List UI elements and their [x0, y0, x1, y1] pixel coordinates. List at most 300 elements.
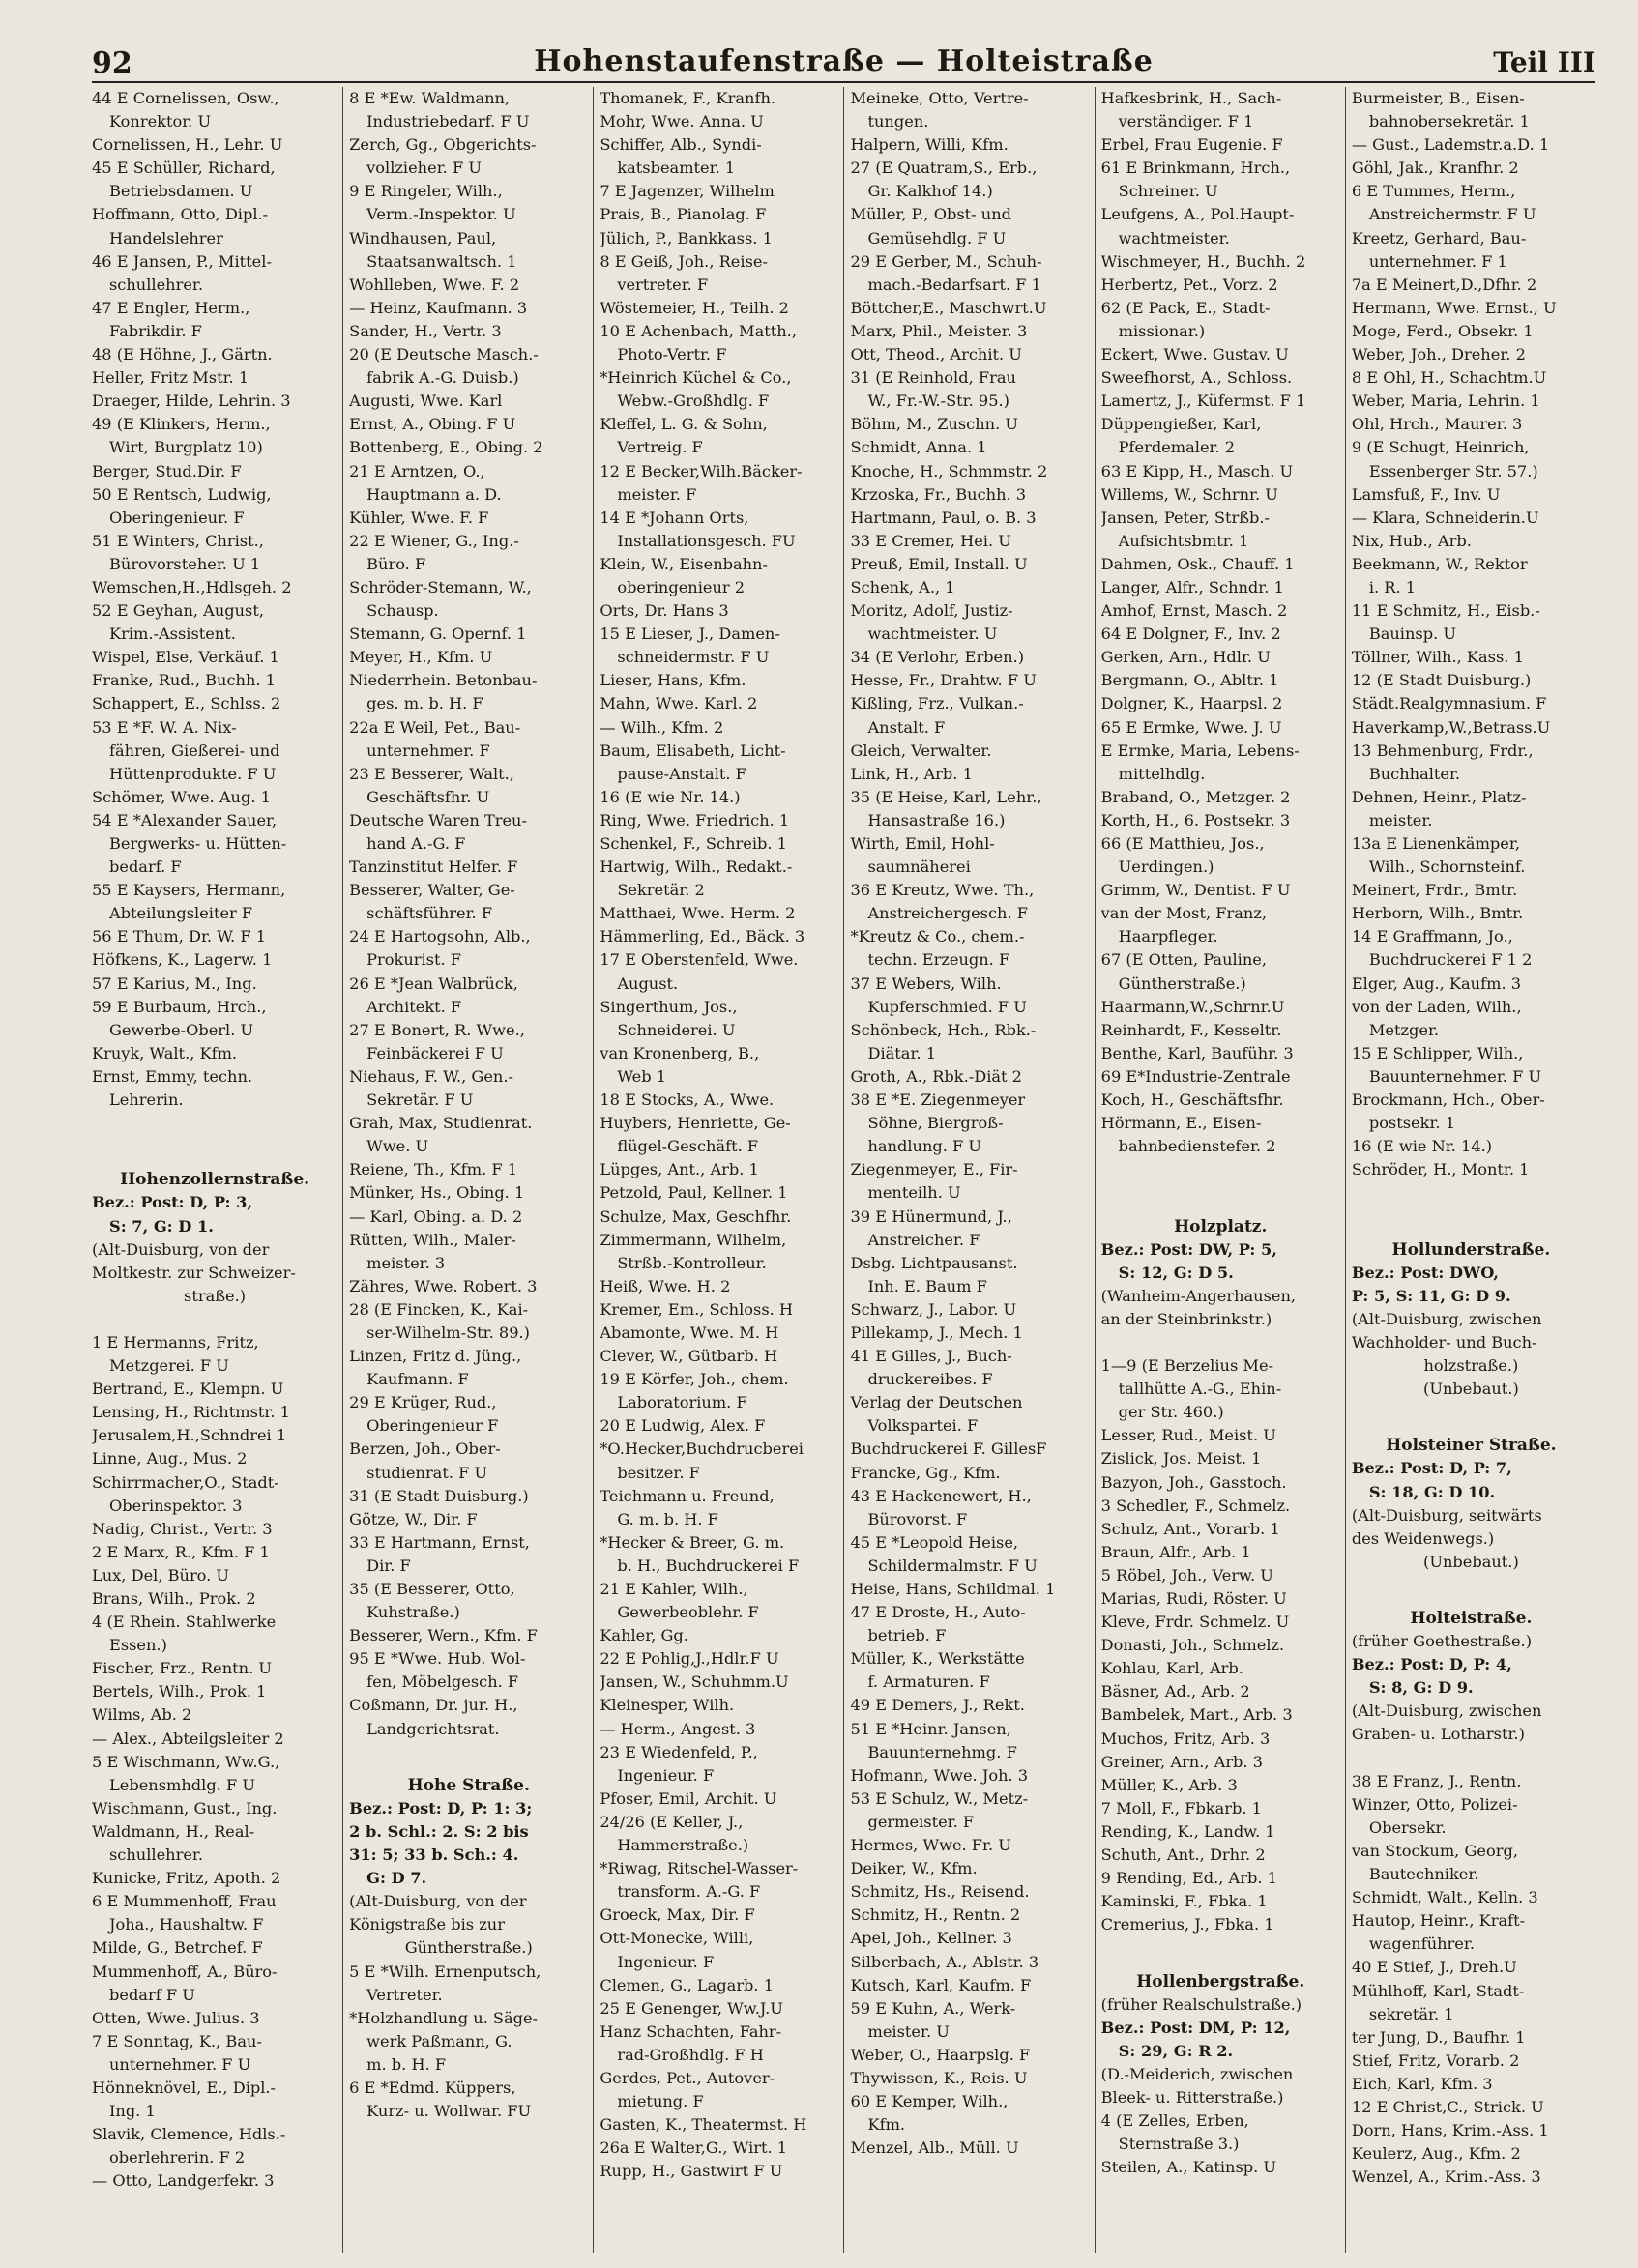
entry-line: (Alt-Duisburg, von der [92, 1239, 270, 1259]
spacer [1101, 1331, 1340, 1354]
entry-line: Städt.Realgymnasium. F [1351, 694, 1547, 713]
entry-line: Metzger. [1368, 1020, 1440, 1039]
part-label: Teil III [1493, 46, 1595, 78]
entry-line: verständiger. F 1 [1118, 112, 1254, 131]
entry-line: tungen. [867, 112, 929, 131]
entry-line: G: D 7. [366, 1869, 427, 1888]
entry-line: Lux, Del, Büro. U [92, 1565, 230, 1585]
entry-line: Tanzinstitut Helfer. F [349, 858, 518, 877]
entry-line: — Karl, Obing. a. D. 2 [349, 1207, 523, 1226]
entry-line: Zimmermann, Wilhelm, [600, 1230, 787, 1249]
entry-line: Schneiderei. U [617, 1020, 736, 1039]
entry-line: Söhne, Biergroß- [867, 1114, 1004, 1133]
entry-line: Wenzel, A., Krim.-Ass. 3 [1351, 2167, 1541, 2187]
entry-line: Herbertz, Pet., Vorz. 2 [1100, 275, 1278, 294]
entry-line: Krim.-Assistent. [109, 625, 236, 644]
entry-line: (Unbebaut.) [1423, 1380, 1519, 1399]
entry-line: Niehaus, F. W., Gen.- [349, 1066, 513, 1086]
entry-line: germeister. F [867, 1812, 975, 1831]
entry-line: 26a E Walter,G., Wirt. 1 [600, 2138, 788, 2158]
entry-line: Berger, Stud.Dir. F [92, 461, 242, 480]
entry-line: Eich, Karl, Kfm. 3 [1351, 2074, 1493, 2093]
entry-line: Baum, Elisabeth, Licht- [600, 741, 786, 760]
entry-line: Schwarz, J., Labor. U [850, 1299, 1017, 1319]
entry-line: schullehrer. [109, 1846, 204, 1865]
entry-line: Schappert, E., Schlss. 2 [92, 694, 281, 713]
entry-line: Grimm, W., Dentist. F U [1100, 881, 1291, 900]
entry-line: Wemschen,H.,Hdlsgeh. 2 [92, 577, 292, 596]
entry-line: Haarmann,W.,Schrnr.U [1100, 997, 1285, 1016]
entry-line: Düppengießer, Karl, [1100, 415, 1262, 434]
entry-line: 31 (E Reinhold, Frau [850, 368, 1016, 388]
entry-line: Milde, G., Betrchef. F [92, 1938, 263, 1958]
entry-line: Schenkel, F., Schreib. 1 [600, 834, 787, 853]
entry-line: 46 E Jansen, P., Mittel- [92, 251, 272, 271]
entry-line: meister. [1368, 810, 1433, 829]
entry-line: oberingenieur 2 [617, 577, 746, 596]
entry-line: Schausp. [366, 601, 439, 621]
entry-line: Ingenieur. F [617, 1765, 715, 1785]
entry-line: 10 E Achenbach, Matth., [600, 321, 797, 340]
entry-line: 22 E Pohlig,J.,Hdlr.F U [600, 1649, 779, 1669]
entry-line: Haarpfleger. [1118, 927, 1218, 946]
entry-line: Wischmeyer, H., Buchh. 2 [1100, 251, 1306, 271]
entry-line: Kaufmann. F [366, 1370, 469, 1389]
entry-line: Münker, Hs., Obing. 1 [349, 1183, 525, 1203]
entry-line: 18 E Stocks, A., Wwe. [600, 1090, 775, 1110]
entry-line: Keulerz, Aug., Kfm. 2 [1351, 2144, 1521, 2164]
entry-line: Dorn, Hans, Krim.-Ass. 1 [1351, 2121, 1549, 2140]
entry-line: Amhof, Ernst, Masch. 2 [1100, 601, 1288, 621]
entry-line: 39 E Hünermund, J., [850, 1207, 1012, 1226]
entry-line: schäftsführer. F [366, 904, 493, 923]
entry-line: 47 E Engler, Herm., [92, 298, 250, 317]
entry-line: vollzieher. F U [366, 159, 482, 178]
spacer [1352, 1401, 1591, 1424]
entry-line: hand A.-G. F [366, 834, 466, 853]
entry-line: 14 E *Johann Orts, [600, 508, 749, 527]
entry-line: Huybers, Henriette, Ge- [600, 1114, 791, 1133]
entry-line: Petzold, Paul, Kellner. 1 [600, 1183, 788, 1203]
entry-line: — Otto, Landgerfekr. 3 [92, 2171, 275, 2191]
entry-line: 20 (E Deutsche Masch.- [349, 345, 539, 364]
entry-line: Herborn, Wilh., Bmtr. [1351, 904, 1524, 923]
entry-line: Orts, Dr. Hans 3 [600, 601, 729, 621]
entry-line: Götze, W., Dir. F [349, 1509, 478, 1528]
entry-line: Kutsch, Karl, Kaufm. F [850, 1975, 1032, 1994]
entry-line: Thomanek, F., Kranfh. [600, 89, 776, 107]
entry-line: Gewerbe-Oberl. U [109, 1020, 254, 1039]
entry-line: 13 Behmenburg, Frdr., [1351, 741, 1534, 760]
entry-line: 64 E Dolgner, F., Inv. 2 [1100, 625, 1281, 644]
entry-line: Buchhalter. [1368, 764, 1461, 783]
entry-line: Hauptmann a. D. [366, 484, 502, 504]
entry-line: Pferdemaler. 2 [1118, 438, 1236, 457]
entry-line: Berzen, Joh., Ober- [349, 1439, 501, 1459]
entry-line: Haverkamp,W.,Betrass.U [1351, 717, 1551, 737]
entry-line: Anstreichermstr. F U [1368, 205, 1536, 224]
entry-line: Deiker, W., Kfm. [850, 1859, 978, 1878]
entry-line: Konrektor. U [109, 112, 212, 131]
entry-line: 15 E Schlipper, Wilh., [1351, 1043, 1524, 1062]
entry-line: Nix, Hub., Arb. [1351, 531, 1472, 550]
entry-line: 11 E Schmitz, H., Eisb.- [1351, 601, 1540, 621]
entry-line: *Holzhandlung u. Säge- [349, 2008, 539, 2027]
entry-line: 33 E Cremer, Hei. U [850, 531, 1011, 550]
entry-line: Fabrikdir. F [109, 321, 202, 340]
entry-line: Laboratorium. F [617, 1393, 747, 1412]
entry-line: Essen.) [109, 1636, 167, 1655]
entry-line: 19 E Körfer, Joh., chem. [600, 1370, 789, 1389]
entry-line: *Riwag, Ritschel-Wasser- [600, 1859, 799, 1878]
entry-line: (Alt-Duisburg, von der [349, 1892, 527, 1911]
entry-line: Ingenieur. F [617, 1952, 715, 1971]
entry-line: 50 E Rentsch, Ludwig, [92, 484, 272, 504]
entry-line: Bambelek, Mart., Arb. 3 [1100, 1705, 1293, 1725]
entry-line: Eckert, Wwe. Gustav. U [1100, 345, 1289, 364]
entry-line: werk Paßmann, G. [366, 2031, 512, 2050]
entry-line: Feinbäckerei F U [366, 1043, 504, 1062]
entry-line: Dehnen, Heinr., Platz- [1351, 787, 1527, 806]
entry-line: 24 E Hartogsohn, Alb., [349, 927, 531, 946]
entry-line: — Wilh., Kfm. 2 [600, 717, 724, 737]
entry-line: 27 E Bonert, R. Wwe., [349, 1020, 525, 1039]
entry-line: 52 E Geyhan, August, [92, 601, 265, 621]
entry-line: Marias, Rudi, Röster. U [1100, 1589, 1287, 1608]
entry-line: Wohlleben, Wwe. F. 2 [349, 275, 520, 294]
entry-line: 36 E Kreutz, Wwe. Th., [850, 881, 1035, 900]
entry-line: (Wanheim-Angerhausen, [1100, 1286, 1297, 1305]
entry-line: Schenk, A., 1 [850, 577, 955, 596]
entry-line: 15 E Lieser, J., Damen- [600, 625, 780, 644]
entry-line: Anstalt. F [867, 717, 946, 737]
entry-line: Hafkesbrink, H., Sach- [1100, 89, 1282, 107]
entry-line: Weber, O., Haarpslg. F [850, 2045, 1031, 2064]
entry-line: Nadig, Christ., Vertr. 3 [92, 1519, 273, 1538]
entry-line: Stief, Fritz, Vorarb. 2 [1351, 2050, 1520, 2070]
entry-line: bahnbedienstefer. 2 [1118, 1137, 1276, 1156]
entry-line: 54 E *Alexander Sauer, [92, 810, 278, 829]
spacer [1352, 1574, 1591, 1597]
entry-line: Schulze, Max, Geschfhr. [600, 1207, 792, 1226]
entry-line: Schiffer, Alb., Syndi- [600, 135, 762, 155]
entry-line: Mühlhoff, Karl, Stadt- [1351, 1981, 1525, 2000]
entry-line: Sweefhorst, A., Schloss. [1100, 368, 1293, 388]
entry-line: Bergwerks- u. Hütten- [109, 834, 287, 853]
entry-line: Willems, W., Schrnr. U [1100, 484, 1278, 504]
entry-line: 1—9 (E Berzelius Me- [1100, 1356, 1274, 1376]
entry-line: 1 E Hermanns, Fritz, [92, 1332, 259, 1352]
entry-line: oberlehrerin. F 2 [109, 2148, 246, 2167]
entry-line: Marx, Phil., Meister. 3 [850, 321, 1028, 340]
entry-line: wachtmeister. U [867, 625, 998, 644]
entry-line: Hansastraße 16.) [867, 810, 1006, 829]
entry-line: Lebensmhdlg. F U [109, 1775, 255, 1794]
entry-line: Heller, Fritz Mstr. 1 [92, 368, 249, 388]
entry-line: Hämmerling, Ed., Bäck. 3 [600, 927, 805, 946]
street-heading: Holsteiner Straße. [1386, 1436, 1557, 1456]
entry-line: 3 Schedler, F., Schmelz. [1100, 1496, 1291, 1515]
entry-line: Schönbeck, Hch., Rbk.- [850, 1020, 1037, 1039]
entry-line: 13a E Lienenkämper, [1351, 834, 1520, 853]
entry-line: Handelslehrer [109, 228, 223, 247]
entry-line: ser-Wilhelm-Str. 89.) [366, 1323, 530, 1342]
entry-line: betrieb. F [867, 1626, 947, 1645]
entry-line: 8 E Geiß, Joh., Reise- [600, 251, 768, 271]
entry-line: 37 E Webers, Wilh. [850, 974, 1002, 993]
entry-line: Schmidt, Anna. 1 [850, 438, 987, 457]
entry-line: schneidermstr. F U [617, 648, 770, 667]
entry-line: 5 E *Wilh. Ernenputsch, [349, 1962, 541, 1981]
entry-line: 57 E Karius, M., Ing. [92, 974, 257, 993]
entry-line: techn. Erzeugn. F [867, 950, 1010, 970]
entry-line: Lieser, Hans, Kfm. [600, 671, 746, 690]
entry-line: (Unbebaut.) [1423, 1552, 1519, 1571]
entry-line: Heise, Hans, Schildmal. 1 [850, 1580, 1056, 1598]
entry-line: 7 E Jagenzer, Wilhelm [600, 182, 775, 201]
entry-line: 45 E *Leopold Heise, [850, 1532, 1019, 1552]
entry-line: Pillekamp, J., Mech. 1 [850, 1323, 1023, 1342]
entry-line: Wirth, Emil, Hohl- [850, 834, 995, 853]
entry-line: missionar.) [1118, 321, 1206, 340]
entry-line: Linzen, Fritz d. Jüng., [349, 1347, 522, 1366]
entry-line: Windhausen, Paul, [349, 228, 497, 247]
entry-line: 12 E Becker,Wilh.Bäcker- [600, 461, 803, 480]
entry-line: Ernst, Emmy, techn. [92, 1066, 253, 1086]
entry-line: 16 (E wie Nr. 14.) [1351, 1137, 1493, 1156]
entry-line: Landgerichtsrat. [366, 1719, 500, 1738]
entry-line: Mohr, Wwe. Anna. U [600, 112, 764, 131]
entry-line: Winzer, Otto, Polizei- [1351, 1794, 1518, 1814]
entry-line: Webw.-Großhdlg. F [617, 392, 770, 411]
entry-line: 21 E Arntzen, O., [349, 461, 485, 480]
entry-line: — Herm., Angest. 3 [600, 1719, 756, 1738]
entry-line: 62 (E Pack, E., Stadt- [1100, 298, 1271, 317]
entry-line: b. H., Buchdruckerei F [617, 1556, 800, 1575]
entry-line: ter Jung, D., Baufhr. 1 [1351, 2027, 1526, 2047]
entry-line: Erbel, Frau Eugenie. F [1100, 135, 1283, 155]
spacer [1352, 1747, 1591, 1770]
entry-line: meister. 3 [366, 1253, 446, 1272]
column-3 [593, 87, 843, 2253]
entry-line: 8 E Ohl, H., Schachtm.U [1351, 368, 1547, 388]
entry-line: van Kronenberg, B., [600, 1043, 760, 1062]
entry-line: Müller, P., Obst- und [850, 205, 1011, 224]
column-4 [843, 87, 1094, 2253]
entry-line: Hartmann, Paul, o. B. 3 [850, 508, 1037, 527]
entry-line: postsekr. 1 [1368, 1114, 1455, 1133]
entry-line: 24/26 (E Keller, J., [600, 1812, 744, 1831]
entry-line: Böhm, M., Zuschn. U [850, 415, 1019, 434]
entry-line: — Gust., Lademstr.a.D. 1 [1351, 135, 1550, 155]
entry-line: Ing. 1 [109, 2102, 156, 2121]
entry-line: 60 E Kemper, Wilh., [850, 2092, 1009, 2111]
entry-line: Wwe. U [366, 1137, 429, 1156]
entry-line: Inh. E. Baum F [867, 1276, 987, 1295]
entry-line: Joha., Haushaltw. F [109, 1915, 264, 1934]
entry-line: Link, H., Arb. 1 [850, 764, 973, 783]
entry-line: 38 E *E. Ziegenmeyer [850, 1090, 1026, 1110]
entry-line: besitzer. F [617, 1463, 700, 1482]
entry-line: 41 E Gilles, J., Buch- [850, 1347, 1012, 1366]
entry-line: bedarf. F [109, 858, 182, 877]
entry-line: Fischer, Frz., Rentn. U [92, 1659, 273, 1678]
entry-line: fabrik A.-G. Duisb.) [366, 368, 519, 388]
entry-line: Bergmann, O., Abltr. 1 [1100, 671, 1279, 690]
entry-line: Volkspartei. F [867, 1416, 979, 1436]
entry-line: Bez.: Post: D, P: 3, [92, 1193, 252, 1212]
entry-line: — Alex., Abteilgsleiter 2 [92, 1729, 284, 1748]
entry-line: 55 E Kaysers, Hermann, [92, 881, 286, 900]
entry-line: wachtmeister. [1118, 228, 1230, 247]
entry-line: Jerusalem,H.,Schndrei 1 [92, 1426, 287, 1445]
entry-line: 65 E Ermke, Wwe. J. U [1100, 717, 1282, 737]
column-6 [1345, 87, 1595, 2253]
entry-line: Kremer, Em., Schloss. H [600, 1299, 794, 1319]
entry-line: 9 Rending, Ed., Arb. 1 [1100, 1869, 1277, 1888]
entry-line: Ziegenmeyer, E., Fir- [850, 1160, 1018, 1179]
spacer [1101, 1181, 1340, 1205]
entry-line: Brans, Wilh., Prok. 2 [92, 1589, 256, 1608]
entry-line: Meineke, Otto, Vertre- [850, 89, 1029, 107]
entry-line: Francke, Gg., Kfm. [850, 1463, 1001, 1482]
entry-line: Draeger, Hilde, Lehrin. 3 [92, 392, 291, 411]
entry-line: Installationsgesch. FU [617, 531, 796, 550]
entry-line: Müller, K., Werkstätte [850, 1649, 1025, 1669]
entry-line: *Kreutz & Co., chem.- [850, 927, 1025, 946]
entry-line: (früher Goethestraße.) [1351, 1632, 1533, 1651]
entry-line: 14 E Graffmann, Jo., [1351, 927, 1513, 946]
entry-line: Apel, Joh., Kellner. 3 [850, 1929, 1012, 1948]
entry-line: unternehmer. F [366, 741, 490, 760]
entry-line: Korth, H., 6. Postsekr. 3 [1100, 810, 1291, 829]
entry-line: 38 E Franz, J., Rentn. [1351, 1771, 1522, 1790]
entry-line: Schulz, Ant., Vorarb. 1 [1100, 1519, 1280, 1538]
entry-line: Kfm. [867, 2115, 906, 2135]
entry-line: Leufgens, A., Pol.Haupt- [1100, 205, 1295, 224]
entry-line: Preuß, Emil, Install. U [850, 554, 1028, 573]
entry-line: unternehmer. F U [109, 2054, 251, 2074]
entry-line: Oberingenieur. F [109, 508, 245, 527]
entry-line: Halpern, Willi, Kfm. [850, 135, 1009, 155]
entry-line: Koch, H., Geschäftsfhr. [1100, 1090, 1284, 1110]
entry-line: Schmitz, H., Rentn. 2 [850, 1905, 1021, 1925]
entry-line: mietung. F [617, 2092, 704, 2111]
entry-line: Muchos, Fritz, Arb. 3 [1100, 1729, 1271, 1748]
entry-line: 31 (E Stadt Duisburg.) [349, 1486, 529, 1505]
entry-line: 7 E Sonntag, K., Bau- [92, 2031, 262, 2050]
entry-line: Web 1 [617, 1066, 667, 1086]
entry-line: Bez.: Post: D, P: 4, [1351, 1655, 1512, 1674]
entry-line: Ohl, Hrch., Maurer. 3 [1351, 415, 1523, 434]
entry-line: S: 7, G: D 1. [109, 1216, 214, 1236]
entry-line: Krzoska, Fr., Buchh. 3 [850, 484, 1027, 504]
entry-line: Kaminski, F., Fbka. 1 [1100, 1892, 1268, 1911]
entry-line: Teichmann u. Freund, [600, 1486, 775, 1505]
street-heading: Holteistraße. [1410, 1609, 1533, 1628]
entry-line: Weber, Joh., Dreher. 2 [1351, 345, 1526, 364]
entry-line: an der Steinbrinkstr.) [1100, 1309, 1272, 1328]
entry-line: 6 E *Edmd. Küppers, [349, 2078, 516, 2097]
entry-line: S: 29, G: R 2. [1118, 2041, 1234, 2060]
entry-line: ger Str. 460.) [1118, 1403, 1224, 1422]
entry-line: Greiner, Arn., Arb. 3 [1100, 1752, 1264, 1771]
entry-line: Meinert, Frdr., Bmtr. [1351, 881, 1518, 900]
entry-line: 40 E Stief, J., Dreh.U [1351, 1958, 1517, 1977]
entry-line: Geschäftsfhr. U [366, 787, 490, 806]
entry-line: Thywissen, K., Reis. U [850, 2068, 1028, 2087]
entry-line: Slavik, Clemence, Hdls.- [92, 2125, 286, 2144]
entry-line: Bauunternehmer. F U [1368, 1066, 1542, 1086]
entry-line: 9 E Ringeler, Wilh., [349, 182, 503, 201]
entry-line: Silberbach, A., Ablstr. 3 [850, 1952, 1039, 1971]
entry-line: Kleinesper, Wilh. [600, 1696, 735, 1715]
entry-line: Bez.: Post: D, P: 7, [1351, 1459, 1512, 1478]
entry-line: Müller, K., Arb. 3 [1100, 1775, 1238, 1794]
entry-line: Gerken, Arn., Hdlr. U [1100, 648, 1271, 667]
entry-line: 17 E Oberstenfeld, Wwe. [600, 950, 799, 970]
entry-line: van Stockum, Georg, [1351, 1841, 1518, 1860]
spacer [1101, 1158, 1340, 1181]
entry-line: *O.Hecker,Buchdrucberei [600, 1439, 804, 1459]
entry-line: Pfoser, Emil, Archit. U [600, 1788, 777, 1808]
entry-line: Hesse, Fr., Drahtw. F U [850, 671, 1037, 690]
entry-line: Dir. F [366, 1556, 411, 1575]
entry-line: Vertreter. [366, 1985, 443, 2004]
entry-line: mach.-Bedarfsart. F 1 [867, 275, 1041, 294]
entry-line: Grah, Max, Studienrat. [349, 1114, 533, 1133]
entry-line: Besserer, Wern., Kfm. F [349, 1626, 538, 1645]
entry-line: flügel-Geschäft. F [617, 1137, 759, 1156]
entry-line: Bottenberg, E., Obing. 2 [349, 438, 543, 457]
entry-line: Dahmen, Osk., Chauff. 1 [1100, 554, 1295, 573]
entry-line: (D.-Meiderich, zwischen [1100, 2064, 1294, 2083]
entry-line: 9 (E Schugt, Heinrich, [1351, 438, 1530, 457]
entry-line: Kurz- u. Wollwar. FU [366, 2102, 532, 2121]
page-number: 92 [92, 46, 132, 80]
entry-line: 95 E *Wwe. Hub. Wol- [349, 1649, 526, 1669]
entry-line: menteilh. U [867, 1183, 961, 1203]
spacer [349, 1741, 588, 1764]
entry-line: Besserer, Walter, Ge- [349, 881, 515, 900]
entry-line: unternehmer. F 1 [1368, 251, 1507, 271]
entry-line: Rütten, Wilh., Maler- [349, 1230, 516, 1249]
entry-line: Ott-Monecke, Willi, [600, 1929, 754, 1948]
entry-line: *Hecker & Breer, G. m. [600, 1532, 785, 1552]
entry-line: Schömer, Wwe. Aug. 1 [92, 787, 271, 806]
entry-line: 59 E Kuhn, A., Werk- [850, 1998, 1016, 2018]
entry-line: Schirrmacher,O., Stadt- [92, 1472, 279, 1492]
entry-line: Schröder, H., Montr. 1 [1351, 1160, 1530, 1179]
entry-line: Niederrhein. Betonbau- [349, 671, 538, 690]
entry-line: 66 (E Matthieu, Jos., [1100, 834, 1265, 853]
entry-line: Zerch, Gg., Obgerichts- [349, 135, 537, 155]
entry-line: Schmidt, Walt., Kelln. 3 [1351, 1888, 1538, 1907]
entry-line: Buchdruckerei F. GillesF [850, 1439, 1047, 1459]
entry-line: 45 E Schüller, Richard, [92, 159, 276, 178]
entry-line: 59 E Burbaum, Hrch., [92, 997, 267, 1016]
entry-line: Knoche, H., Schmmstr. 2 [850, 461, 1048, 480]
entry-line: Hautop, Heinr., Kraft- [1351, 1911, 1526, 1931]
entry-line: fen, Möbelgesch. F [366, 1672, 519, 1692]
entry-line: holzstraße.) [1423, 1356, 1519, 1376]
entry-line: 47 E Droste, H., Auto- [850, 1603, 1026, 1622]
entry-line: Ring, Wwe. Friedrich. 1 [600, 810, 790, 829]
street-heading: Hollenbergstraße. [1136, 1971, 1305, 1992]
entry-line: 2 E Marx, R., Kfm. F 1 [92, 1542, 270, 1561]
entry-line: Hofmann, Wwe. Joh. 3 [850, 1765, 1029, 1785]
entry-line: Oberingenieur F [366, 1416, 499, 1436]
